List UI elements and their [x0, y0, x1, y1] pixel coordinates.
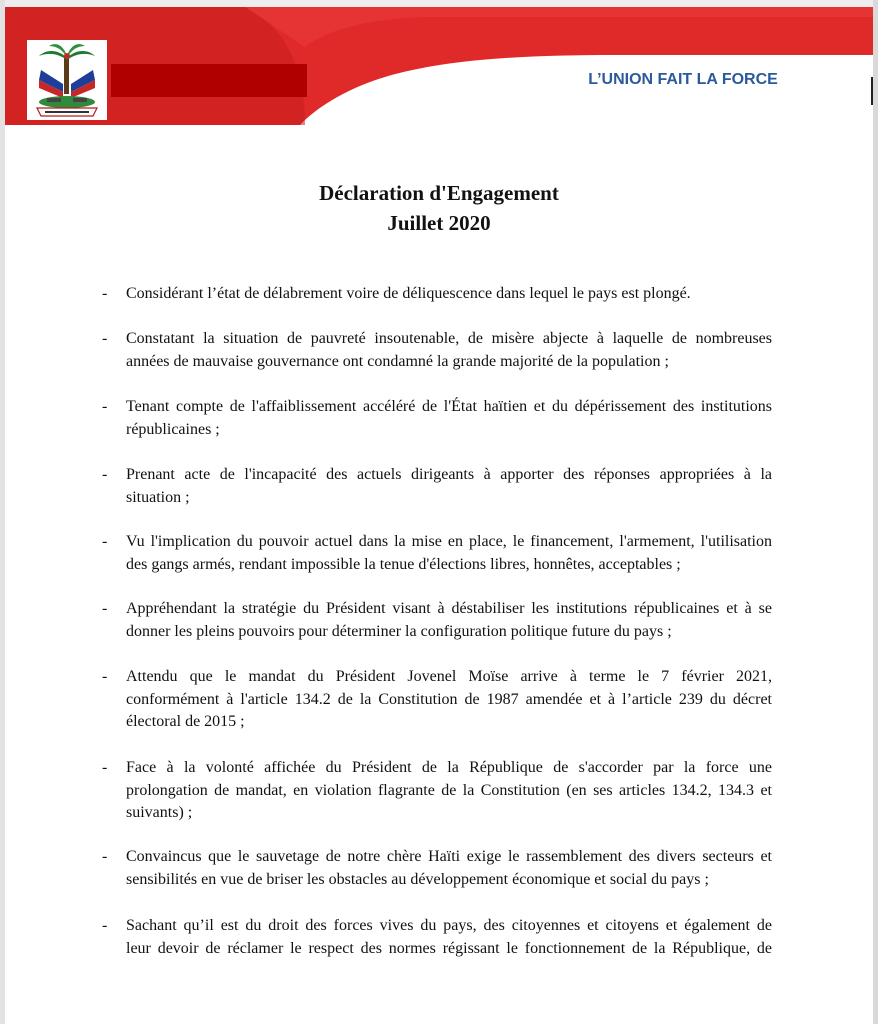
clause-text — [126, 396, 772, 441]
clause-text — [126, 328, 772, 373]
clause-line: Prenant acte de l'incapacité des actuels dirigeants à apporter des réponses appropriées à la — [126, 466, 772, 483]
clause-text — [126, 846, 772, 891]
clause-text — [126, 598, 772, 643]
document-title: Déclaration d'Engagement — [319, 181, 559, 205]
clause-line: Sachant qu’il est du droit des forces vives du pays, des citoyennes et citoyens et également de — [126, 917, 772, 934]
clause-text — [126, 464, 772, 509]
clause-bullet: - — [102, 600, 108, 617]
clause-line: donner les pleins pouvoirs pour déterminer la configuration politique future du pays ; — [126, 622, 672, 640]
clause-line: conformément à l'article 134.2 de la Constitution de 1987 amendée et à l’article 239 du décret — [126, 690, 772, 708]
clause-line: sensibilités en vue de briser les obstacles au développement économique et social du pays ; — [126, 870, 709, 888]
clause-line: années de mauvaise gouvernance ont condamné la grande majorité de la population ; — [126, 352, 669, 370]
clause-line: situation ; — [126, 488, 190, 506]
clause-bullet: - — [102, 285, 108, 302]
clause-line: républicaines ; — [126, 420, 220, 438]
clause-bullet: - — [102, 848, 108, 865]
document-title-block — [0, 178, 878, 238]
clause-text — [126, 666, 772, 734]
clause-bullet: - — [102, 533, 108, 550]
clause-text — [126, 757, 772, 825]
clause-line: prolongation de mandat, en violation flagrante de la Constitution (en ses articles 134.2, 134.3 et — [126, 781, 772, 799]
clause-line: Convaincus que le sauvetage de notre chère Haïti exige le rassemblement des divers secteurs et — [126, 848, 772, 865]
clause-bullet: - — [102, 398, 108, 415]
clause-line: Vu l'implication du pouvoir actuel dans la mise en place, le financement, l'armement, l'utilisation — [126, 533, 772, 550]
clause-line: suivants) ; — [126, 804, 193, 821]
clause-bullet: - — [102, 917, 108, 934]
clause-text — [126, 283, 772, 306]
clause-bullet: - — [102, 330, 108, 347]
clause-line: Tenant compte de l'affaiblissement accéléré de l'État haïtien et du dépérissement des institutions — [126, 398, 772, 415]
clause-bullet: - — [102, 668, 108, 685]
document-date: Juillet 2020 — [387, 211, 491, 235]
clause-line: Face à la volonté affichée du Président de la République de s'accorder par la force une — [126, 759, 772, 776]
top-border — [0, 0, 878, 7]
redacted-text-bar — [111, 64, 307, 97]
clause-line: Considérant l’état de délabrement voire de déliquescence dans lequel le pays est plongé. — [126, 285, 691, 302]
header-edge-mark — [871, 77, 873, 105]
motto-text: L’UNION FAIT LA FORCE — [588, 71, 778, 88]
clause-bullet: - — [102, 759, 108, 776]
clause-text — [126, 531, 772, 576]
clause-text — [126, 915, 772, 960]
clause-line: leur devoir de réclamer le respect des normes régissant le fonctionnement de la République, de — [126, 939, 772, 957]
clause-line: Appréhendant la stratégie du Président visant à déstabiliser les institutions républicaines et à se — [126, 600, 772, 617]
clause-line: Attendu que le mandat du Président Jovenel Moïse arrive à terme le 7 février 2021, — [126, 668, 772, 685]
letterhead-banner — [5, 7, 873, 125]
right-border — [873, 0, 878, 1024]
coat-of-arms-logo — [27, 40, 107, 120]
clause-bullet: - — [102, 466, 108, 483]
clause-line: des gangs armés, rendant impossible la tenue d'élections libres, honnêtes, acceptables ; — [126, 555, 681, 573]
left-border — [0, 0, 5, 1024]
clause-line: électoral de 2015 ; — [126, 713, 245, 730]
clause-line: Constatant la situation de pauvreté insoutenable, de misère abjecte à laquelle de nombreuses — [126, 330, 772, 347]
